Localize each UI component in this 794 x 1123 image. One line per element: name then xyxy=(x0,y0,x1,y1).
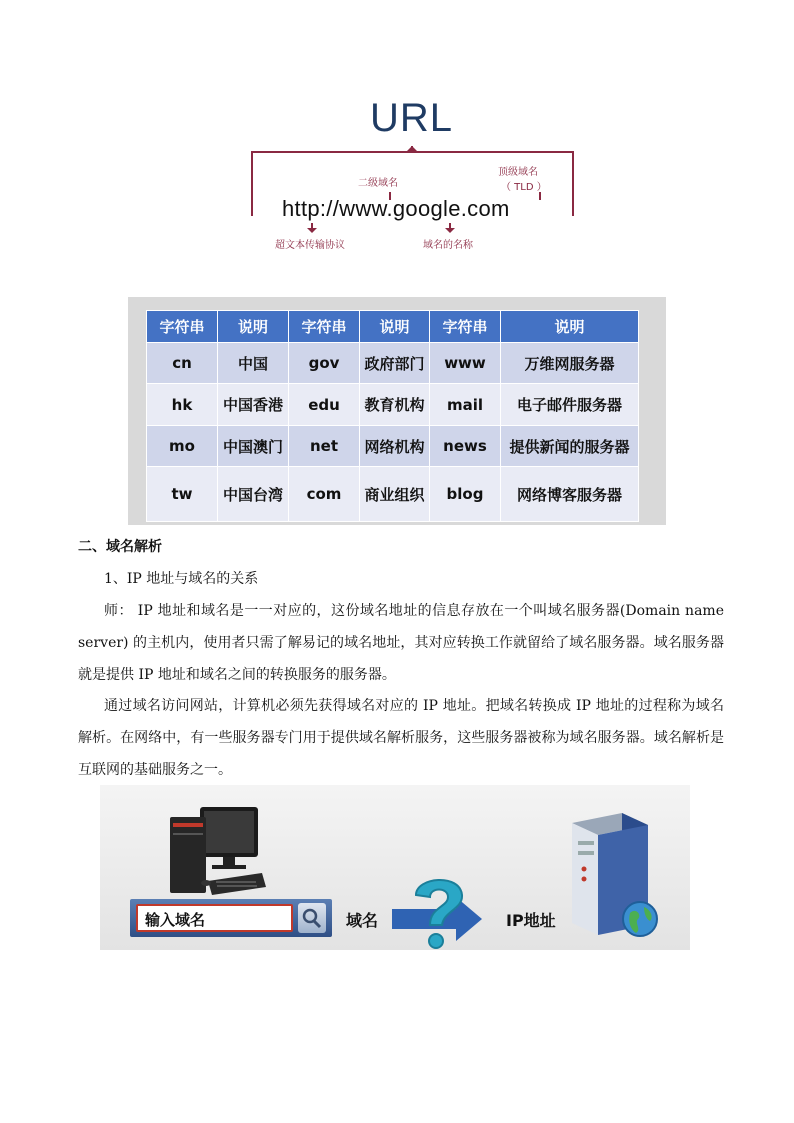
table-cell: hk xyxy=(147,384,218,426)
table-cell: 提供新闻的服务器 xyxy=(501,426,639,467)
table-cell: gov xyxy=(289,343,360,384)
ip-address-label: IP地址 xyxy=(506,911,556,930)
table-cell: 中国台湾 xyxy=(218,467,289,522)
domain-table xyxy=(146,310,639,522)
table-header-cell: 说明 xyxy=(501,311,639,343)
section-heading: 二、域名解析 xyxy=(78,539,162,555)
search-icon xyxy=(298,903,326,933)
table-cell: net xyxy=(289,426,360,467)
table-cell: 网络博客服务器 xyxy=(501,467,639,522)
table-cell: mo xyxy=(147,426,218,467)
table-cell: 中国香港 xyxy=(218,384,289,426)
question-mark-icon xyxy=(400,869,478,950)
domain-input-text: 输入域名 xyxy=(145,911,206,929)
table-row xyxy=(147,384,639,426)
url-title: URL xyxy=(370,96,454,140)
table-header-cell: 说明 xyxy=(360,311,430,343)
table-cell: 网络机构 xyxy=(360,426,430,467)
url-example: http://www.google.com xyxy=(282,196,510,221)
second-level-domain-label: 二级域名 xyxy=(358,178,398,189)
table-cell: 政府部门 xyxy=(360,343,430,384)
table-cell: www xyxy=(430,343,501,384)
table-cell: 中国澳门 xyxy=(218,426,289,467)
domain-input[interactable] xyxy=(136,904,293,932)
table-cell: 教育机构 xyxy=(360,384,430,426)
table-row xyxy=(147,343,639,384)
table-cell: 商业组织 xyxy=(360,467,430,522)
domain-label: 域名 xyxy=(346,911,379,930)
table-header-cell: 字符串 xyxy=(147,311,218,343)
table-header-cell: 说明 xyxy=(218,311,289,343)
desktop-computer-icon xyxy=(162,803,272,898)
domain-table-panel xyxy=(128,297,666,525)
table-cell: cn xyxy=(147,343,218,384)
table-header-cell: 字符串 xyxy=(289,311,360,343)
tld-label: （ TLD ） xyxy=(501,182,547,193)
section-subheading: 1、IP 地址与域名的关系 xyxy=(104,571,259,587)
table-row xyxy=(147,426,639,467)
table-header-cell: 字符串 xyxy=(430,311,501,343)
table-cell: 中国 xyxy=(218,343,289,384)
table-cell: blog xyxy=(430,467,501,522)
table-cell: 万维网服务器 xyxy=(501,343,639,384)
domain-search-box xyxy=(130,899,332,937)
table-cell: edu xyxy=(289,384,360,426)
paragraph: 师： IP 地址和域名是一一对应的，这份域名地址的信息存放在一个叫域名服务器(Domain name server) 的主机内，使用者只需了解易记的域名地址，其对应转换工作就留给了域名服务器。域名服务器就是提供 IP 地址和域名之间的转换服务的服务器。 xyxy=(78,603,724,683)
table-cell: tw xyxy=(147,467,218,522)
domain-name-label: 域名的名称 xyxy=(423,240,473,251)
dns-illustration xyxy=(100,785,690,950)
top-level-domain-label: 顶级域名 xyxy=(498,167,538,178)
table-header-row xyxy=(147,311,639,343)
table-cell: com xyxy=(289,467,360,522)
globe-icon xyxy=(620,899,660,939)
search-button[interactable] xyxy=(298,903,326,933)
paragraph: 通过域名访问网站，计算机必须先获得域名对应的 IP 地址。把域名转换成 IP 地址的过程称为域名解析。在网络中，有一些服务器专门用于提供域名解析服务，这些服务器被称为域名服务器。域名解析是互联网的基础服务之一。 xyxy=(78,698,724,778)
table-cell: news xyxy=(430,426,501,467)
table-row xyxy=(147,467,639,522)
url-diagram xyxy=(240,92,580,257)
protocol-label: 超文本传输协议 xyxy=(275,240,345,251)
table-cell: mail xyxy=(430,384,501,426)
table-cell: 电子邮件服务器 xyxy=(501,384,639,426)
